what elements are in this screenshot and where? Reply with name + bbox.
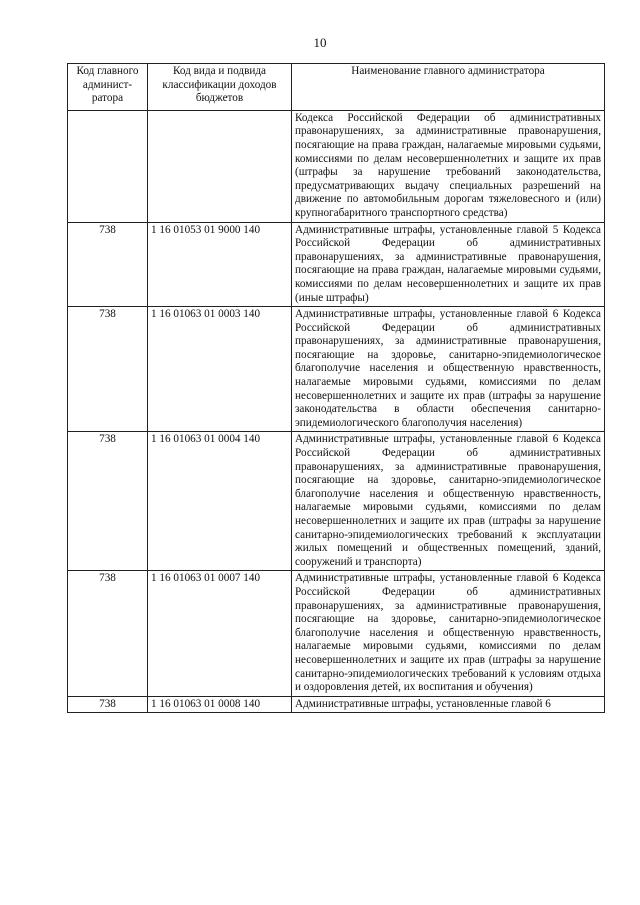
table-row (68, 571, 605, 696)
admin-code-cell: 738 (68, 307, 148, 432)
admin-name-cell: Административные штрафы, установленные главой 6 (292, 696, 605, 713)
table-row (68, 696, 605, 713)
table-row (68, 110, 605, 222)
header-revenue-code: Код вида и подвида классификации доходов бюджетов (148, 64, 292, 111)
admin-code-cell: 738 (68, 571, 148, 696)
revenue-table (67, 63, 605, 713)
admin-name-cell: Административные штрафы, установленные главой 6 Кодекса Российской Федерации об административных правонарушениях, за административные правонарушения, посягающие на здоровье, санитарно-эпидемиологическое благополучие населения и общественную нравственность, налагаемые мировыми судьями, комиссиями по делам несовершеннолетних и защите их прав (штрафы за нарушение санитарно-эпидемиологических требований к эксплуатации жилых помещений и общественных помещений, зданий, сооружений и транспорта) (292, 432, 605, 571)
table-header-row (68, 64, 605, 111)
revenue-code-cell: 1 16 01063 01 0003 140 (148, 307, 292, 432)
header-admin-code: Код главного админист-ратора (68, 64, 148, 111)
revenue-code-cell (148, 110, 292, 222)
revenue-code-cell: 1 16 01063 01 0004 140 (148, 432, 292, 571)
admin-name-cell: Кодекса Российской Федерации об административных правонарушениях, за административные правонарушения, посягающие на права граждан, налагаемые мировыми судьями, комиссиями по делам несовершеннолетних и защите их прав (штрафы за нарушение требований законодательства, предусматривающих выдачу специальных разрешений на движение по автомобильным дорогам тяжеловесного и (или) крупногабаритного транспортного средства) (292, 110, 605, 222)
table-row (68, 222, 605, 307)
admin-code-cell (68, 110, 148, 222)
admin-code-cell: 738 (68, 432, 148, 571)
revenue-code-cell: 1 16 01063 01 0008 140 (148, 696, 292, 713)
header-admin-name: Наименование главного администратора (292, 64, 605, 111)
table-row (68, 432, 605, 571)
admin-name-cell: Административные штрафы, установленные главой 6 Кодекса Российской Федерации об административных правонарушениях, за административные правонарушения, посягающие на здоровье, санитарно-эпидемиологическое благополучие населения и общественную нравственность, налагаемые мировыми судьями, комиссиями по делам несовершеннолетних и защите их прав (штрафы за нарушение санитарно-эпидемиологических требований к условиям отдыха и оздоровления детей, их воспитания и обучения) (292, 571, 605, 696)
admin-code-cell: 738 (68, 696, 148, 713)
page-number: 10 (313, 35, 327, 50)
admin-name-cell: Административные штрафы, установленные главой 5 Кодекса Российской Федерации об административных правонарушениях, за административные правонарушения, посягающие на права граждан, налагаемые мировыми судьями, комиссиями по делам несовершеннолетних и защите их прав (иные штрафы) (292, 222, 605, 307)
admin-code-cell: 738 (68, 222, 148, 307)
table-row (68, 307, 605, 432)
revenue-code-cell: 1 16 01053 01 9000 140 (148, 222, 292, 307)
revenue-code-cell: 1 16 01063 01 0007 140 (148, 571, 292, 696)
admin-name-cell: Административные штрафы, установленные главой 6 Кодекса Российской Федерации об административных правонарушениях, за административные правонарушения, посягающие на здоровье, санитарно-эпидемиологическое благополучие населения и общественную нравственность, налагаемые мировыми судьями, комиссиями по делам несовершеннолетних и защите их прав (штрафы за нарушение законодательства в области обеспечения санитарно-эпидемиологического благополучия населения) (292, 307, 605, 432)
